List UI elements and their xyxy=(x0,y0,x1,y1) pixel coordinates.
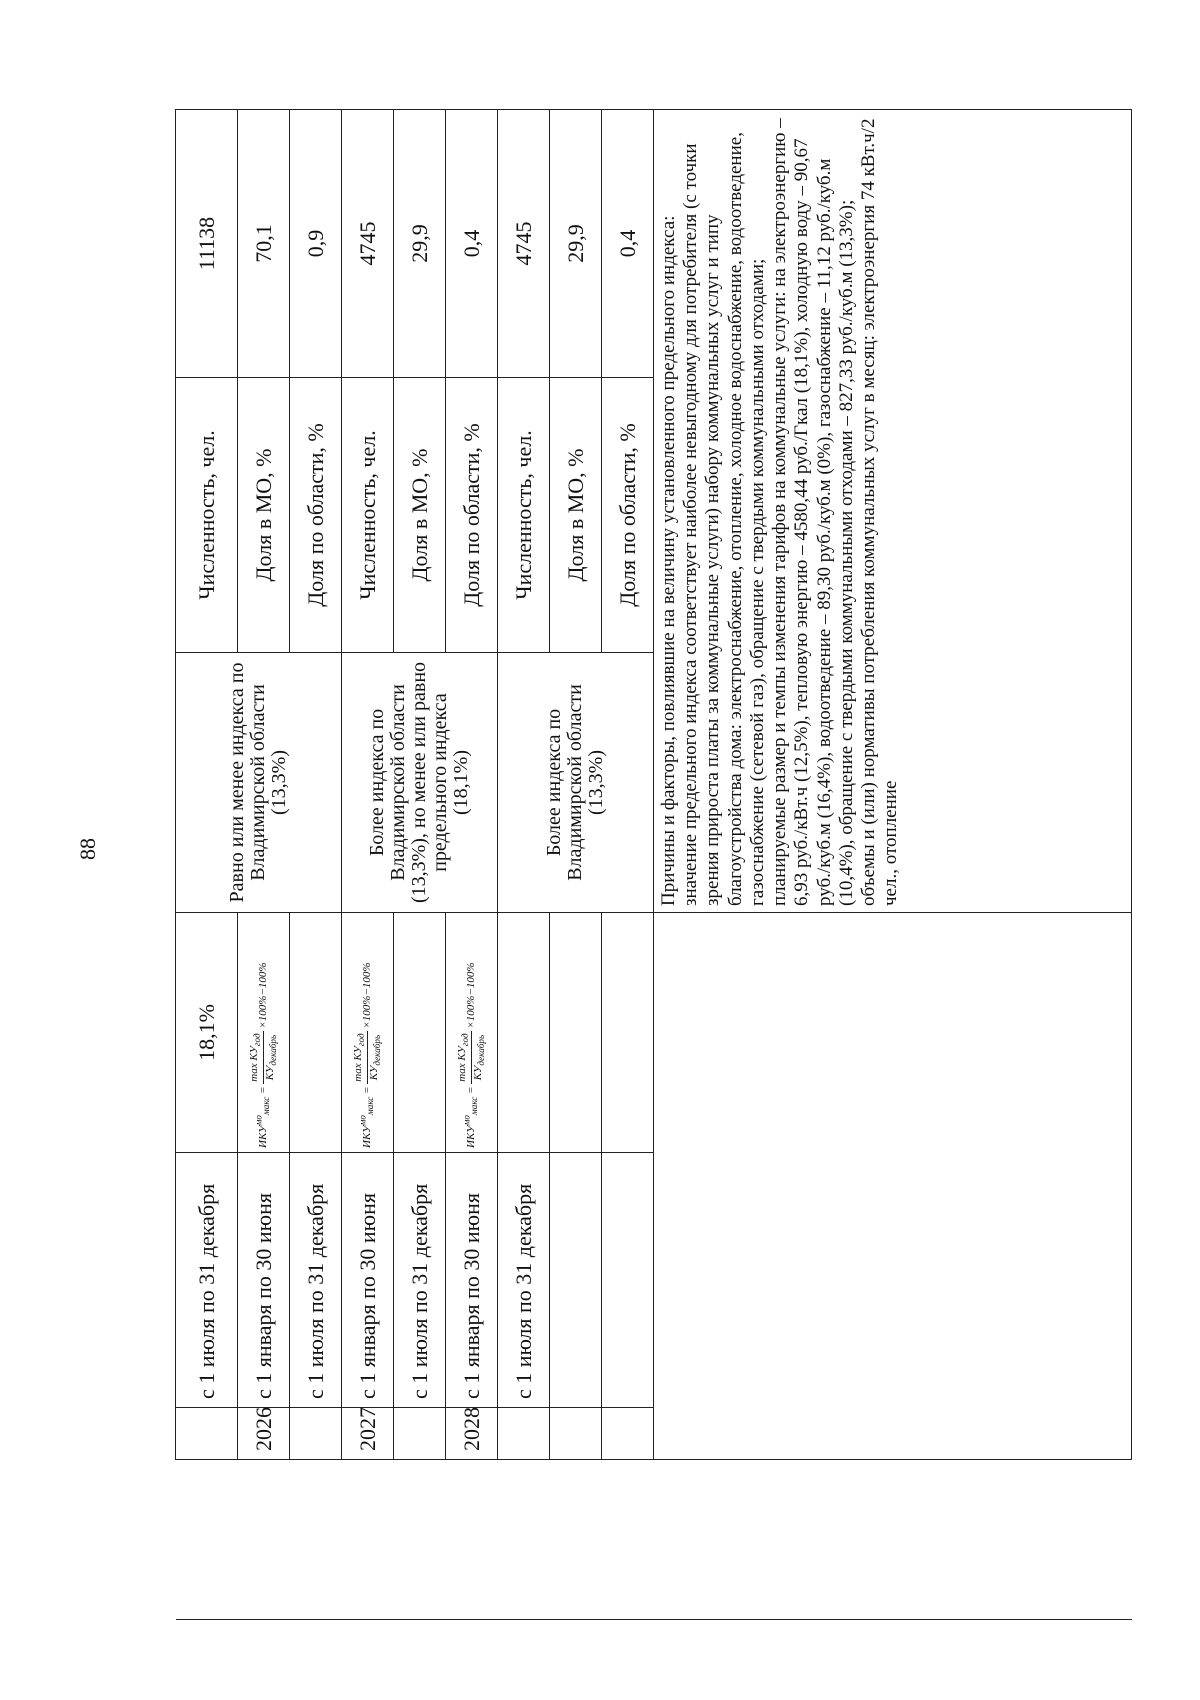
formula-lhs: ИКУ xyxy=(361,1125,374,1148)
period-cell xyxy=(602,1153,654,1408)
formula-den-sub: декабрь xyxy=(268,1034,279,1066)
year-cell xyxy=(394,1408,446,1460)
metric-value-cell: 4745 xyxy=(342,110,394,378)
formula-lhs-sub: макс xyxy=(469,1096,480,1116)
max-index-cell xyxy=(342,913,394,1153)
left-blank-cell xyxy=(498,1460,550,1620)
formula-fraction xyxy=(248,1031,278,1083)
formula-expression: $ИКУ^{мо}_{макс}$ = $\max КУ_{год}$ $КУ_{декабрь}$ ×100%−100% xyxy=(352,962,383,1148)
formula-lhs-sub: макс xyxy=(365,1096,376,1116)
period-cell: с 1 июля по 31 декабря xyxy=(176,1153,238,1408)
table-row xyxy=(498,110,550,1620)
metric-value-cell: 29,9 xyxy=(394,110,446,378)
formula-num-sub: год xyxy=(252,1033,263,1047)
formula-den-sub: декабрь xyxy=(476,1034,487,1066)
year-cell: 2028 xyxy=(446,1408,498,1460)
metric-label-cell: Доля в МО, % xyxy=(550,378,602,653)
formula-expression: $ИКУ^{мо}_{макс}$ = $\max КУ_{год}$ $КУ_{декабрь}$ ×100%−100% xyxy=(456,962,487,1148)
formula-denominator: $КУ_{декабрь}$ xyxy=(368,1034,383,1081)
year-cell xyxy=(602,1408,654,1460)
formula-num-sub: год xyxy=(460,1033,471,1047)
metric-label-cell: Доля в МО, % xyxy=(238,378,290,653)
formula-numerator: $\max КУ_{год}$ xyxy=(352,1033,367,1082)
max-index-cell xyxy=(394,913,446,1153)
formula-lhs-sub: макс xyxy=(261,1096,272,1116)
reasons-heading: Причины и факторы, повлиявшие на величину установленного предельного индекса: xyxy=(658,215,679,906)
left-blank-cell xyxy=(602,1460,654,1620)
period-cell: с 1 января по 30 июня xyxy=(238,1153,290,1408)
reasons-line: объемы и (или) нормативы потребления коммунальных услуг в месяц: электроэнергия 74 кВт.ч/2 чел., отопление xyxy=(857,118,902,906)
metric-value-cell: 70,1 xyxy=(238,110,290,378)
reasons-line: планируемые размер и темпы изменения тарифов на коммунальные услуги: на электроэнергию – 6,93 руб./кВт.ч (12,5%), тепловую энергию – 4580,44 руб./Гкал (18,1%), холодную воду – 90,67 руб./куб.м (16,4%), водоотведение – 89,30 руб./куб.м (0%), газоснабжение – 11,12 руб./куб.м (10,4%), обращение с твердыми коммунальными отходами – 827,33 руб./куб.м (13,3%); xyxy=(769,118,857,906)
formula-tail: ×100%−100% xyxy=(257,962,270,1032)
year-cell xyxy=(176,1408,238,1460)
metric-value-cell: 11138 xyxy=(176,110,238,378)
year-cell: 2027 xyxy=(342,1408,394,1460)
page-number: 88 xyxy=(75,838,100,860)
max-index-cell xyxy=(602,913,654,1153)
formula-denominator: $КУ_{декабрь}$ xyxy=(264,1034,279,1081)
period-cell: с 1 января по 30 июня xyxy=(446,1153,498,1408)
metric-label-cell: Доля по области, % xyxy=(290,378,342,653)
condition-cell: Более индекса по Владимирской области (13,3%), но менее или равно предельного индекса (18,1%) xyxy=(342,653,498,913)
metric-label-cell: Численность, чел. xyxy=(498,378,550,653)
formula-lhs: ИКУ xyxy=(257,1125,270,1148)
metric-value-cell: 29,9 xyxy=(550,110,602,378)
max-index-cell xyxy=(446,913,498,1153)
metric-label-cell: Доля по области, % xyxy=(602,378,654,653)
period-cell: с 1 января по 30 июня xyxy=(342,1153,394,1408)
reasons-line: значение предельного индекса соответствует наиболее невыгодному для потребителя (с точки зрения прироста платы за коммунальные услуги) набору коммунальных услуг и типу благоустройства дома: электроснабжение, отопление, холодное водоснабжение, водоотведение, газоснабжение (сетевой газ), обращение с твердыми коммунальными отходами; xyxy=(680,132,768,906)
left-blank-cell xyxy=(176,1460,238,1620)
metric-label-cell: Численность, чел. xyxy=(176,378,238,653)
condition-cell: Равно или менее индекса по Владимирской области (13,3%) xyxy=(176,653,342,913)
max-index-cell xyxy=(498,913,550,1153)
metric-label-cell: Численность, чел. xyxy=(342,378,394,653)
year-cell xyxy=(290,1408,342,1460)
left-blank-cell xyxy=(290,1460,342,1620)
metric-label-cell: Доля по области, % xyxy=(446,378,498,653)
formula-numerator: $\max КУ_{год}$ xyxy=(248,1033,263,1082)
index-table xyxy=(175,109,1132,1620)
formula-lhs: ИКУ xyxy=(465,1125,478,1148)
max-index-cell xyxy=(550,913,602,1153)
reasons-spacer xyxy=(654,913,1132,1460)
condition-cell: Более индекса по Владимирской области (13,3%) xyxy=(498,653,654,913)
formula-denominator: $КУ_{декабрь}$ xyxy=(472,1034,487,1081)
period-cell: с 1 июля по 31 декабря xyxy=(394,1153,446,1408)
left-blank-cell xyxy=(238,1460,290,1620)
metric-label-cell: Доля в МО, % xyxy=(394,378,446,653)
metric-value-cell: 0,4 xyxy=(446,110,498,378)
left-blank-cell xyxy=(446,1460,498,1620)
formula-fraction xyxy=(352,1031,382,1083)
period-cell: с 1 июля по 31 декабря xyxy=(498,1153,550,1408)
reasons-row xyxy=(654,110,1132,1620)
metric-value-cell: 0,4 xyxy=(602,110,654,378)
reasons-cell xyxy=(654,110,1132,913)
formula-expression: $ИКУ^{мо}_{макс}$ = $\max КУ_{год}$ $КУ_{декабрь}$ ×100%−100% xyxy=(248,962,279,1148)
max-index-cell xyxy=(290,913,342,1153)
formula-num-sub: год xyxy=(356,1033,367,1047)
metric-value-cell: 4745 xyxy=(498,110,550,378)
left-blank-cell xyxy=(654,1460,1132,1620)
formula-lhs-sup: мо xyxy=(357,1115,368,1126)
formula-tail: ×100%−100% xyxy=(361,962,374,1032)
formula-numerator: $\max КУ_{год}$ xyxy=(456,1033,471,1082)
left-blank-cell xyxy=(394,1460,446,1620)
year-cell: 2026 xyxy=(238,1408,290,1460)
formula-den-sub: декабрь xyxy=(372,1034,383,1066)
period-cell: с 1 июля по 31 декабря xyxy=(290,1153,342,1408)
period-cell xyxy=(550,1153,602,1408)
left-blank-cell xyxy=(550,1460,602,1620)
formula-fraction xyxy=(456,1031,486,1083)
year-cell xyxy=(498,1408,550,1460)
max-index-cell: 18,1% xyxy=(176,913,238,1153)
formula-tail: ×100%−100% xyxy=(465,962,478,1032)
metric-value-cell: 0,9 xyxy=(290,110,342,378)
formula-lhs-sup: мо xyxy=(253,1115,264,1126)
left-blank-cell xyxy=(342,1460,394,1620)
formula-lhs-sup: мо xyxy=(461,1115,472,1126)
rotated-table-area xyxy=(175,110,1135,1620)
max-index-cell xyxy=(238,913,290,1153)
table-row xyxy=(342,110,394,1620)
year-cell xyxy=(550,1408,602,1460)
table-row xyxy=(176,110,238,1620)
